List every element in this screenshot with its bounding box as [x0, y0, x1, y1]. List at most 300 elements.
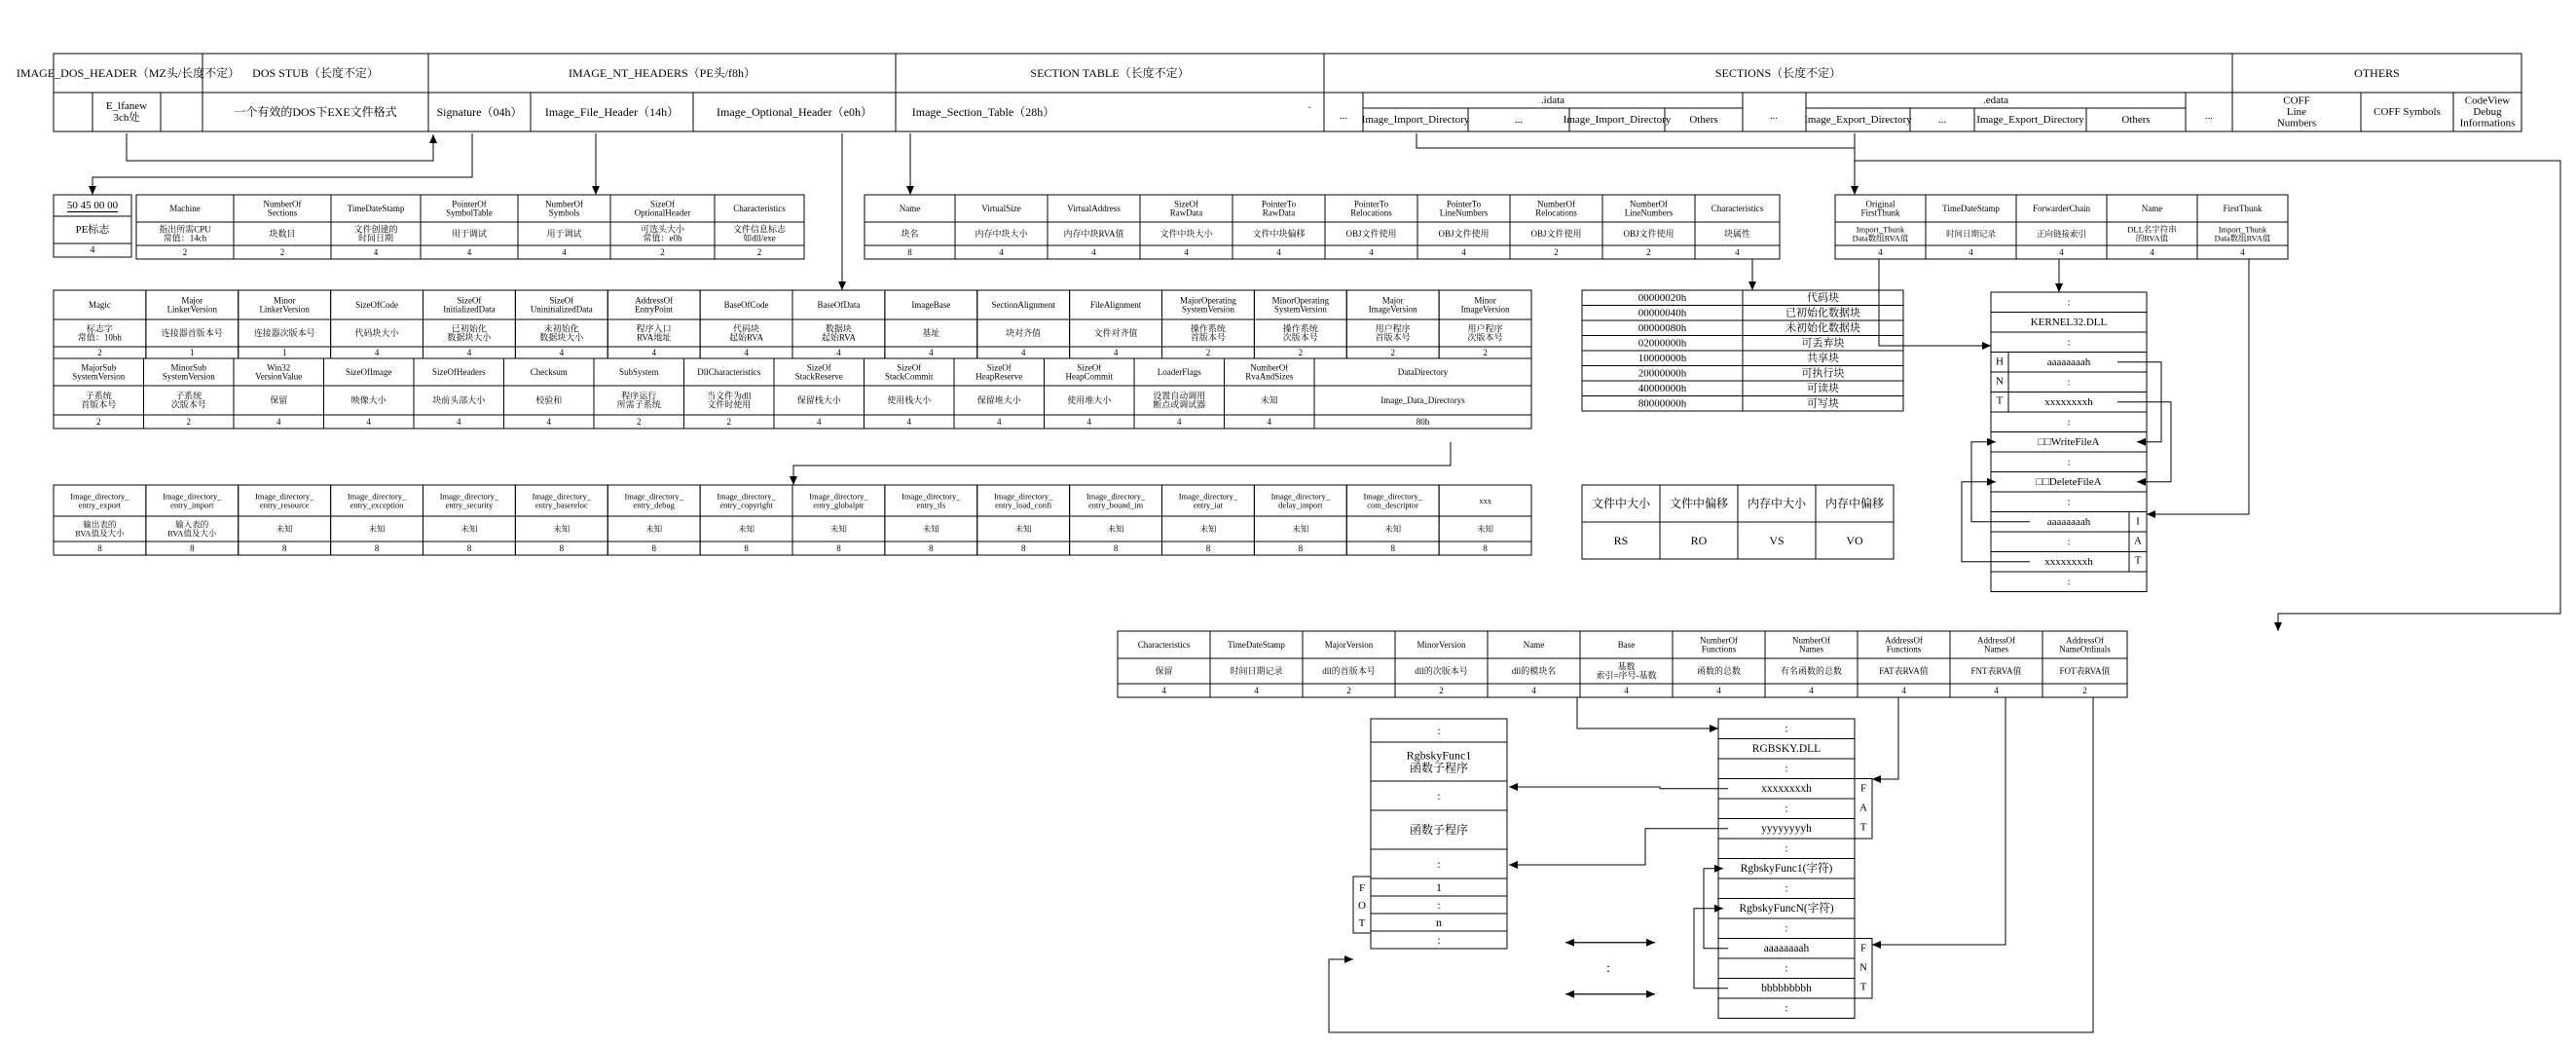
desc-text — [707, 390, 752, 409]
desc-text: 未知 — [368, 524, 386, 534]
edata-text: Others — [2121, 114, 2151, 126]
header-text: Checksum — [530, 367, 568, 377]
flag-value: 40000000h — [1638, 382, 1687, 394]
header-text — [1369, 295, 1417, 314]
memory-text: : — [2067, 456, 2071, 468]
memory-text: : — [2067, 576, 2071, 588]
text-line: PointerTo — [1353, 199, 1389, 209]
text-line: RVA值及大小 — [167, 528, 217, 539]
desc-text: 映像大小 — [350, 395, 386, 405]
header-text — [1245, 362, 1293, 381]
text-line: 文件创建的 — [353, 224, 398, 235]
desc-text: 块前头部大小 — [432, 395, 486, 405]
desc-text: 未知 — [645, 524, 663, 534]
text-line: Data数组RVA值 — [1852, 233, 1909, 243]
header-text: VirtualAddress — [1067, 204, 1121, 213]
desc-text: 未知 — [1260, 395, 1278, 405]
desc-text: 内存中块大小 — [975, 229, 1028, 239]
header-text — [348, 492, 407, 510]
memory-text: : — [1785, 842, 1788, 855]
desc-text — [1853, 225, 1909, 243]
desc-text: 未知 — [922, 524, 939, 534]
memory-text: bbbbbbbbh — [1761, 982, 1812, 994]
size-text: 4 — [1161, 686, 1166, 695]
flag-value: 10000000h — [1638, 352, 1687, 364]
desc-text: 时间日期记录 — [1230, 666, 1283, 676]
text-line: 设置自动调用 — [1153, 391, 1206, 401]
top-header-table — [54, 54, 2521, 131]
desc-text — [641, 223, 685, 243]
desc-text: 保留 — [1155, 666, 1173, 676]
size-text: 2 — [1298, 348, 1304, 357]
text-line: 程序运行 — [621, 391, 657, 401]
text-line: PointerOf — [452, 199, 487, 209]
size-text: 2 — [2082, 686, 2087, 695]
desc-text: 正向链接索引 — [2036, 229, 2087, 239]
header-text: Name — [899, 204, 921, 213]
size-text: 4 — [1184, 247, 1189, 257]
text-line: 已初始化 — [451, 323, 487, 334]
middle-dots: : — [1606, 960, 1610, 976]
iat-letter: T — [2134, 554, 2142, 567]
text-line: RVA地址 — [637, 332, 672, 343]
desc-text: 未知 — [829, 524, 847, 534]
text-line: Data数组RVA值 — [2214, 233, 2271, 243]
flag-value: 00000080h — [1638, 321, 1687, 334]
flag-desc: 未初始化数据块 — [1785, 321, 1860, 334]
fot-letter: O — [1358, 900, 1366, 912]
desc-text — [2215, 225, 2271, 243]
size-text: 4 — [999, 247, 1004, 257]
size-text: 4 — [1878, 247, 1883, 257]
text-line: ImageVersion — [1368, 304, 1417, 315]
text-line: Image_directory_ — [347, 491, 407, 502]
text-line: 次版本号 — [170, 399, 206, 410]
fot-letter: F — [1358, 882, 1366, 894]
text-line: Image_directory_ — [1178, 491, 1238, 502]
desc-text: 未知 — [1477, 524, 1494, 534]
section-title: SECTION TABLE（长度不定） — [1030, 66, 1190, 80]
header-text — [255, 492, 314, 510]
text-line: SizeOf — [897, 362, 922, 373]
text-line: HeapReserve — [975, 371, 1023, 382]
text-line: MajorSub — [81, 362, 117, 373]
desc-text: 保留栈大小 — [796, 395, 841, 405]
text-line: entry_exception — [350, 500, 404, 510]
section-table-label: Image_Section_Table（28h） — [911, 105, 1055, 119]
text-line: LineNumbers — [1439, 207, 1489, 218]
blank-cell — [161, 93, 202, 131]
fnt-letter: T — [1859, 981, 1867, 993]
desc-text: 用于调试 — [546, 229, 582, 239]
size-text: 4 — [929, 348, 934, 357]
size-text: 2 — [1205, 348, 1211, 357]
desc-text — [353, 223, 397, 243]
desc-text — [171, 390, 206, 409]
text-line: entry_load_confi — [995, 500, 1052, 510]
header-text: FirstThunk — [2223, 204, 2263, 213]
header-text — [259, 295, 310, 314]
header-text: LoaderFlags — [1157, 367, 1201, 377]
desc-text: 块名 — [901, 229, 919, 239]
flag-desc: 可读块 — [1807, 382, 1839, 394]
size-text: 4 — [2240, 247, 2245, 257]
text-line: 操作系统 — [1282, 323, 1318, 334]
text-line: Original — [1865, 199, 1895, 209]
desc-text — [1153, 390, 1205, 409]
header-text: Characteristics — [733, 204, 786, 213]
ellipsis: ... — [1769, 110, 1779, 122]
text-line: 文件时使用 — [707, 399, 752, 410]
size-text: 4 — [1716, 686, 1721, 695]
section-title: SECTIONS（长度不定） — [1714, 66, 1842, 80]
text-line: Debug — [2473, 106, 2502, 118]
text-line: NumberOf — [545, 199, 583, 209]
text-line: Image_directory_ — [439, 491, 499, 502]
desc-text: 时间日期记录 — [1945, 229, 1997, 239]
size-text: 2 — [1646, 247, 1651, 257]
desc-text — [729, 322, 764, 342]
others-text — [2460, 94, 2516, 129]
text-line: SizeOf — [650, 199, 675, 209]
header-text: Magic — [88, 300, 111, 310]
text-line: 常值：10bh — [77, 332, 122, 343]
text-line: SizeOf — [806, 362, 831, 373]
original-thunk-link — [1879, 259, 1991, 346]
size-text: 8 — [190, 543, 195, 553]
header-text: ForwarderChain — [2033, 204, 2090, 213]
text-line: NumberOf — [263, 199, 302, 209]
hnt-letter: N — [1996, 375, 2004, 388]
size-text: 4 — [836, 348, 841, 357]
header-text — [1461, 295, 1510, 314]
size-text: 4 — [1369, 247, 1374, 257]
text-line: OptionalHeader — [634, 207, 691, 218]
size-text: 4 — [1901, 686, 1906, 695]
size-text: 4 — [1735, 247, 1740, 257]
memory-text: : — [1785, 803, 1788, 815]
memory-text: : — [1437, 724, 1441, 737]
blank-cell — [54, 93, 92, 131]
size-text: 4 — [1809, 686, 1814, 695]
desc-text: 块数目 — [269, 229, 296, 239]
text-line: Image_directory_ — [993, 491, 1053, 502]
size-text: 2 — [1346, 686, 1351, 695]
offset-header-text: 内存中偏移 — [1824, 497, 1885, 510]
fot-letter: T — [1358, 917, 1366, 929]
flag-desc: 可写块 — [1807, 397, 1839, 410]
memory-text: 函数子程序 — [1409, 823, 1469, 837]
memory-text: : — [1785, 922, 1788, 935]
edata-text: Image_Export_Directory — [1976, 114, 2084, 126]
data-directory-link — [793, 442, 1451, 485]
offset-header-text: 内存中大小 — [1747, 497, 1807, 510]
text-line: Image_directory_ — [163, 491, 222, 502]
text-line: SystemVersion — [1273, 304, 1327, 315]
text-line: RvaAndSizes — [1245, 371, 1294, 382]
size-text: 8 — [1483, 543, 1488, 553]
header-text — [1272, 295, 1330, 314]
text-line: HeapCommit — [1065, 371, 1113, 382]
desc-text — [637, 322, 672, 342]
iat-letter: I — [2136, 515, 2140, 528]
text-line: E_lfanew — [105, 100, 148, 113]
size-text: 8 — [1205, 543, 1211, 553]
header-text — [533, 492, 592, 510]
desc-text: OBJ文件使用 — [1345, 229, 1397, 239]
desc-text: OBJ文件使用 — [1438, 229, 1490, 239]
header-text — [545, 199, 583, 217]
text-line: 如dll/exe — [743, 233, 776, 243]
size-text: 4 — [1624, 686, 1629, 695]
text-line: 时间日期 — [357, 233, 394, 243]
desc-text: dll的模块名 — [1511, 666, 1557, 676]
desc-text — [822, 322, 857, 342]
ellipsis: ... — [1339, 110, 1348, 122]
text-line: Names — [1799, 644, 1823, 654]
size-text: 4 — [1267, 417, 1271, 427]
memory-text: 1 — [1436, 880, 1442, 894]
desc-text: OBJ文件使用 — [1623, 229, 1674, 239]
text-line: 标志字 — [86, 323, 113, 334]
text-line: SystemVersion — [72, 371, 126, 382]
text-line: entry_bound_im — [1087, 500, 1144, 510]
header-text — [1170, 199, 1203, 217]
desc-text: 连接器首版本号 — [161, 328, 223, 338]
header-text: SizeOfHeaders — [432, 367, 486, 377]
connector-lines — [92, 133, 2560, 1032]
header-text — [1271, 492, 1331, 510]
header-text: Name — [2141, 204, 2163, 213]
size-text: 4 — [466, 348, 472, 357]
size-text: 4 — [1994, 686, 1999, 695]
text-line: Functions — [1701, 644, 1737, 654]
size-text: 8 — [374, 543, 380, 553]
hnt-letter: H — [1996, 355, 2004, 368]
desc-text: 未知 — [1199, 524, 1217, 534]
size-text: 4 — [1969, 247, 1973, 257]
memory-text: : — [1437, 789, 1441, 803]
flag-desc: 代码块 — [1807, 291, 1839, 304]
size-text: 1 — [190, 348, 195, 357]
text-line: 数据块大小 — [539, 332, 584, 343]
size-text: 4 — [997, 417, 1002, 427]
fat-to-function-arrow — [1509, 829, 1728, 865]
text-line: COFF — [2283, 94, 2310, 107]
text-line: 程序入口 — [636, 323, 672, 334]
header-text — [902, 492, 961, 510]
size-text: 80h — [1416, 417, 1430, 427]
size-text: 4 — [1254, 686, 1259, 695]
memory-text: aaaaaaaah — [2046, 355, 2091, 368]
size-text: 4 — [744, 348, 749, 357]
size-text: 4 — [1020, 348, 1026, 357]
desc-text: FOT表RVA值 — [2059, 666, 2111, 676]
flag-desc: 共享块 — [1807, 352, 1839, 364]
desc-text: FAT表RVA值 — [1879, 666, 1929, 676]
header-text — [446, 199, 493, 217]
text-line: AddressOf — [2066, 635, 2104, 646]
idata-text: Image_Import_Directory — [1563, 114, 1672, 126]
size-text: 4 — [276, 417, 281, 427]
text-line: 输出表的 — [83, 519, 117, 530]
text-line: 常值：e0h — [643, 233, 682, 243]
text-line: SymbolTable — [446, 207, 493, 218]
header-text — [255, 362, 302, 381]
text-line: CodeView — [2464, 94, 2511, 107]
text-line: entry_globalptr — [813, 500, 865, 510]
text-line: 文件信息标志 — [732, 224, 787, 235]
header-text: DataDirectory — [1397, 367, 1449, 377]
header-text: TimeDateStamp — [1942, 204, 2000, 213]
text-line: 指出所需CPU — [159, 224, 211, 235]
header-text — [635, 199, 690, 217]
desc-text: 未知 — [1014, 524, 1032, 534]
memory-text: □□WriteFileA — [2038, 435, 2100, 448]
text-line: NumberOf — [1537, 199, 1575, 209]
header-text: Characteristics — [1711, 204, 1764, 213]
desc-text — [1191, 322, 1226, 342]
text-line: LinkerVersion — [166, 304, 218, 315]
nt-label: Image_File_Header（14h） — [544, 105, 680, 119]
header-text — [264, 199, 302, 217]
size-text: 2 — [1554, 247, 1559, 257]
memory-text: : — [1437, 898, 1441, 912]
header-text — [2059, 635, 2111, 654]
header-text: FileAlignment — [1089, 300, 1142, 310]
text-line: Import_Thunk — [2218, 224, 2267, 235]
size-text: 2 — [1390, 348, 1395, 357]
text-line: Major — [181, 295, 203, 306]
header-text: SubSystem — [618, 367, 659, 377]
text-line: VersionValue — [255, 371, 303, 382]
text-line: entry_iat — [1193, 500, 1224, 510]
size-text: 8 — [1113, 543, 1119, 553]
flag-value: 02000000h — [1638, 337, 1687, 350]
desc-text: 未知 — [1107, 524, 1124, 534]
others-text: COFF Symbols — [2374, 106, 2441, 118]
text-line: Image_directory_ — [70, 491, 129, 502]
text-line: Image_directory_ — [1363, 491, 1422, 502]
text-line: 代码块 — [733, 323, 760, 334]
header-text — [1792, 635, 1830, 654]
desc-text — [81, 390, 116, 409]
header-text — [1440, 199, 1489, 217]
desc-text: 未知 — [276, 524, 293, 534]
desc-text: 保留 — [270, 395, 288, 405]
text-line: ImageVersion — [1460, 304, 1510, 315]
section-title: IMAGE_DOS_HEADER（MZ头/长度不定） — [16, 66, 240, 80]
header-text — [1086, 492, 1146, 510]
text-line: entry_import — [170, 500, 214, 510]
header-text — [163, 362, 216, 381]
text-line: Minor — [273, 295, 296, 306]
size-text: 8 — [466, 543, 472, 553]
text-line: MinorSub — [170, 362, 207, 373]
desc-text: 块对齐值 — [1006, 328, 1042, 338]
text-line: 索引=序号-基数 — [1596, 670, 1657, 681]
text-line: Image_directory_ — [1270, 491, 1331, 502]
desc-text: 文件对齐值 — [1093, 328, 1138, 338]
header-text — [1066, 362, 1114, 381]
header-text — [795, 362, 843, 381]
size-text: 8 — [907, 247, 912, 257]
desc-text: 文件中块大小 — [1159, 229, 1213, 239]
desc-text: 内存中块RVA值 — [1063, 229, 1124, 239]
text-line: SizeOf — [1077, 362, 1102, 373]
size-text: 4 — [466, 247, 472, 257]
desc-text: 块属性 — [1723, 229, 1751, 239]
text-line: InitializedData — [443, 304, 496, 315]
text-line: 用户程序 — [1467, 323, 1503, 334]
text-line: Informations — [2459, 117, 2516, 130]
text-line: SystemVersion — [1181, 304, 1234, 315]
memory-text — [1407, 749, 1472, 775]
size-text: 4 — [2059, 247, 2064, 257]
desc-text — [78, 322, 123, 342]
header-text: BaseOfCode — [723, 300, 769, 310]
memory-text: : — [2067, 336, 2071, 349]
desc-text — [75, 520, 125, 539]
text-line: Minor — [1474, 295, 1496, 306]
signature-to-pe-sig — [92, 133, 472, 195]
address-names-link — [1872, 697, 2006, 945]
address-ordinals-link — [1329, 697, 2093, 1032]
desc-text: 函数的总数 — [1696, 666, 1742, 676]
size-text: 4 — [457, 417, 461, 427]
size-text: 8 — [97, 543, 102, 553]
header-text: Characteristics — [1137, 640, 1191, 650]
text-line: 子系统 — [175, 391, 202, 401]
size-text: 2 — [756, 247, 762, 257]
header-text: MajorVersion — [1324, 640, 1374, 650]
desc-text — [167, 520, 217, 539]
header-text — [1180, 295, 1236, 314]
size-text: 4 — [1091, 247, 1096, 257]
header-text — [163, 492, 222, 510]
memory-text: : — [2067, 416, 2071, 429]
section-title: DOS STUB（长度不定） — [252, 66, 379, 80]
memory-text: xxxxxxxxh — [1761, 782, 1812, 795]
memory-text: : — [1785, 723, 1788, 735]
memory-text: aaaaaaaah — [1763, 942, 1810, 954]
fat-letter: F — [1859, 782, 1867, 795]
text-line: UninitializedData — [530, 304, 593, 315]
header-text — [72, 362, 126, 381]
nt-label: Image_Optional_Header（e0h） — [717, 105, 872, 119]
size-text: 4 — [1276, 247, 1281, 257]
text-line: com_descriptor — [1367, 500, 1419, 510]
text-line: Functions — [1886, 644, 1922, 654]
desc-text: 用于调试 — [451, 229, 488, 239]
size-text: 2 — [182, 247, 188, 257]
text-line: Image_directory_ — [532, 491, 592, 502]
desc-text — [159, 223, 211, 243]
header-text — [975, 362, 1022, 381]
text-line: 数据块大小 — [447, 332, 492, 343]
address-functions-link — [1872, 697, 1898, 779]
desc-text: 校验和 — [535, 395, 563, 405]
text-line: Relocations — [1535, 207, 1577, 218]
desc-text: 文件中块偏移 — [1252, 229, 1306, 239]
header-text: VirtualSize — [981, 204, 1021, 213]
text-line: entry_basereloc — [534, 500, 588, 510]
desc-text — [1376, 322, 1411, 342]
text-line: Line — [2286, 106, 2307, 118]
header-text — [443, 295, 495, 314]
text-line: StackReserve — [794, 371, 843, 382]
text-line: Image_directory_ — [809, 491, 868, 502]
